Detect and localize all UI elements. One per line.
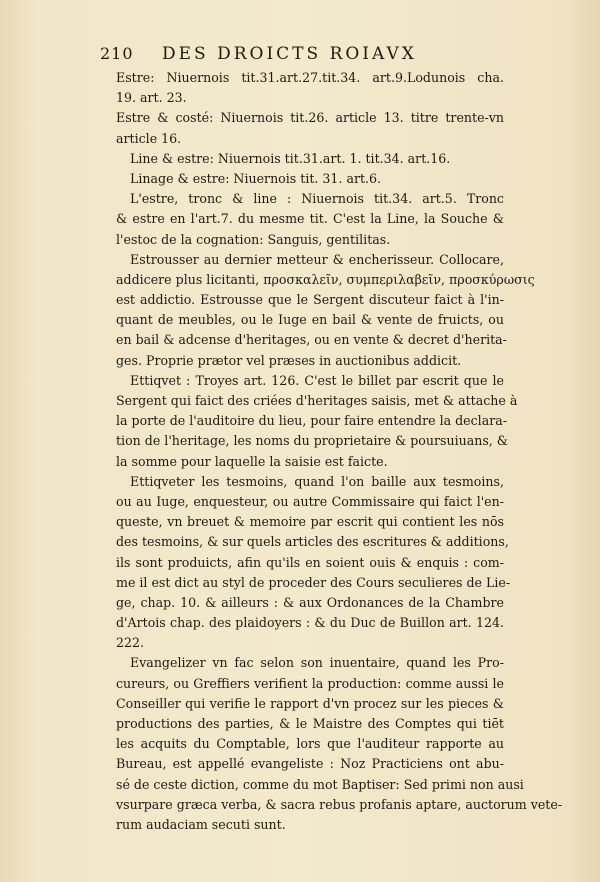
text-line: des tesmoins, & sur quels articles des escritures & additions, (116, 534, 509, 550)
text-line: sé de ceste diction, comme du mot Baptiser: Sed primi non ausi (116, 776, 524, 792)
text-line: Ettiqveter les tesmoins, quand l'on baille aux tesmoins, (130, 473, 504, 489)
text-line: Estrousser au dernier metteur & encherisseur. Collocare, (130, 251, 504, 267)
page-number: 210 (100, 44, 134, 63)
text-line: productions des parties, & le Maistre des Comptes qui tiēt (116, 716, 504, 731)
text-line: est addictio. Estrousse que le Sergent discuteur faict à l'in- (116, 292, 504, 308)
text-line: la porte de l'auditoire du lieu, pour faire entendre la declara- (116, 413, 507, 429)
text-line: ou au Iuge, enquesteur, ou autre Commissaire qui faict l'en- (116, 493, 504, 509)
text-line: quant de meubles, ou le Iuge en bail & vente de fruicts, ou (116, 312, 504, 328)
text-line: ges. Proprie prætor vel præses in auctionibus addicit. (116, 352, 462, 368)
text-line: Sergent qui faict des criées d'heritages saisis, met & attache à (116, 393, 518, 408)
body-text (116, 68, 563, 835)
text-line: Ettiqvet : Troyes art. 126. C'est le billet par escrit que le (130, 372, 504, 388)
text-line: 222. (116, 635, 145, 651)
text-line: ils sont produicts, afin qu'ils en soient ouis & enquis : com- (116, 554, 504, 570)
text-line: me il est dict au styl de proceder des Cours seculieres de Lie- (116, 574, 511, 590)
text-line: addicere plus licitanti, προσκαλεῖν, συμπεριλαβεῖν, προσκύρωσις (116, 271, 535, 287)
text-line: article 16. (116, 130, 182, 146)
page-header (100, 44, 500, 66)
text-line: Linage & estre: Niuernois tit. 31. art.6. (130, 170, 382, 186)
text-line: Estre & costé: Niuernois tit.26. article 13. titre trente-vn (116, 110, 504, 126)
text-line: l'estoc de la cognation: Sanguis, gentilitas. (116, 231, 391, 247)
text-line: 19. art. 23. (116, 90, 187, 106)
text-line: en bail & adcense d'heritages, ou en vente & decret d'herita- (116, 332, 507, 348)
text-line: vsurpare græca verba, & sacra rebus profanis aptare, auctorum vete- (116, 796, 563, 812)
text-line: les acquits du Comptable, lors que l'auditeur rapporte au (116, 736, 504, 752)
text-line: rum audaciam secuti sunt. (116, 816, 286, 832)
text-line: queste, vn breuet & memoire par escrit qui contient les nōs (116, 514, 504, 530)
text-line: d'Artois chap. des plaidoyers : & du Duc de Buillon art. 124. (116, 615, 504, 631)
text-line: tion de l'heritage, les noms du proprietaire & poursuiuans, & (116, 433, 509, 449)
text-line: ge, chap. 10. & ailleurs : & aux Ordonances de la Chambre (116, 594, 504, 610)
text-line: Conseiller qui verifie le rapport d'vn procez sur les pieces & (116, 695, 504, 711)
text-line: la somme pour laquelle la saisie est faicte. (116, 453, 388, 469)
text-line: Line & estre: Niuernois tit.31.art. 1. tit.34. art.16. (130, 150, 451, 166)
text-line: cureurs, ou Greffiers verifient la production: comme aussi le (116, 675, 504, 691)
text-line: Bureau, est appellé evangeliste : Noz Practiciens ont abu- (116, 756, 504, 772)
text-line: L'estre, tronc & line : Niuernois tit.34. art.5. Tronc (130, 191, 504, 207)
text-line: Evangelizer vn fac selon son inuentaire, quand les Pro- (130, 655, 504, 671)
text-line: Estre: Niuernois tit.31.art.27.tit.34. art.9.Lodunois cha. (116, 70, 504, 85)
running-title: DES DROICTS ROIAVX (162, 44, 417, 64)
text-line: & estre en l'art.7. du mesme tit. C'est la Line, la Souche & (116, 211, 504, 227)
